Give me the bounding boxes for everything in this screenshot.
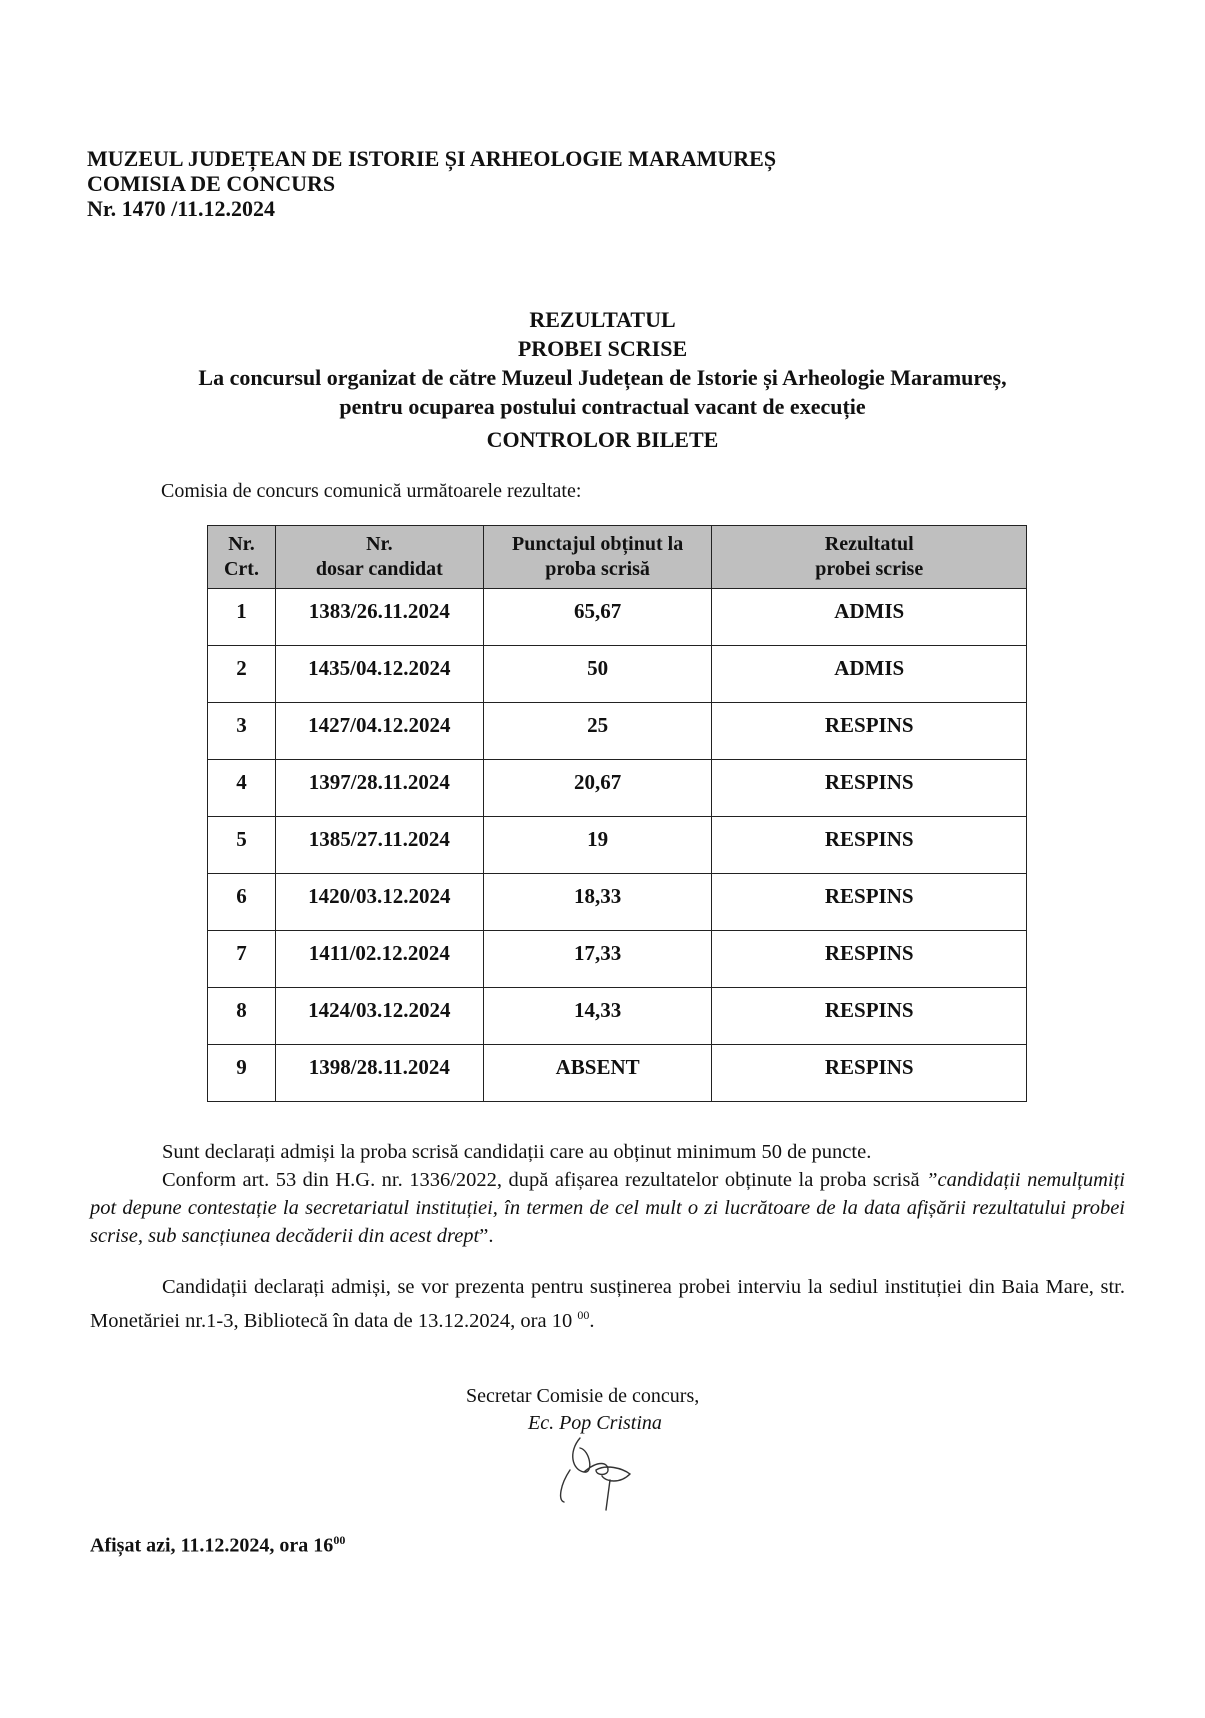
cell-nr: 9 (208, 1045, 276, 1102)
interview-paragraph (90, 1273, 1125, 1335)
cell-nr: 6 (208, 874, 276, 931)
cell-nr: 4 (208, 760, 276, 817)
table-row (208, 589, 1027, 646)
cell-dosar: 1398/28.11.2024 (275, 1045, 483, 1102)
intro-text: Comisia de concurs comunică următoarele rezultate: (161, 480, 582, 502)
posting-time-sup: 00 (333, 1533, 346, 1547)
title-line-4: pentru ocuparea postului contractual vacant de execuție (339, 394, 866, 419)
table-row (208, 1045, 1027, 1102)
cell-dosar: 1435/04.12.2024 (275, 646, 483, 703)
contestation-intro: Conform art. 53 din H.G. nr. 1336/2022, după afișarea rezultatelor obținute la proba scrisă (162, 1169, 927, 1191)
commission-name: COMISIA DE CONCURS (87, 171, 336, 196)
title-line-3: La concursul organizat de către Muzeul Județean de Istorie și Arheologie Maramureș, (198, 365, 1007, 390)
contestation-end: ”. (479, 1225, 494, 1247)
table-row (208, 646, 1027, 703)
job-title: CONTROLOR BILETE (486, 427, 719, 452)
institution-name: MUZEUL JUDEȚEAN DE ISTORIE ȘI ARHEOLOGIE MARAMUREȘ (87, 146, 777, 171)
cell-punctaj: 50 (483, 646, 712, 703)
cell-nr: 2 (208, 646, 276, 703)
cell-rezultat: RESPINS (712, 931, 1027, 988)
table-header-row (208, 526, 1027, 589)
cell-rezultat: ADMIS (712, 589, 1027, 646)
posting-text: Afișat azi, 11.12.2024, ora 16 (90, 1534, 334, 1557)
cell-punctaj: 25 (483, 703, 712, 760)
cell-dosar: 1397/28.11.2024 (275, 760, 483, 817)
header-nr-crt: Nr. Crt. (208, 526, 276, 589)
handwritten-signature (550, 1430, 660, 1520)
signature-role: Secretar Comisie de concurs, (466, 1385, 700, 1407)
cell-punctaj: 20,67 (483, 760, 712, 817)
cell-punctaj: 18,33 (483, 874, 712, 931)
cell-nr: 8 (208, 988, 276, 1045)
cell-rezultat: RESPINS (712, 817, 1027, 874)
table-row (208, 703, 1027, 760)
interview-end: . (589, 1309, 595, 1332)
cell-dosar: 1383/26.11.2024 (275, 589, 483, 646)
cell-rezultat: RESPINS (712, 988, 1027, 1045)
cell-punctaj: 19 (483, 817, 712, 874)
cell-dosar: 1411/02.12.2024 (275, 931, 483, 988)
results-table (207, 525, 1027, 1102)
cell-nr: 7 (208, 931, 276, 988)
cell-dosar: 1385/27.11.2024 (275, 817, 483, 874)
table-row (208, 760, 1027, 817)
cell-dosar: 1420/03.12.2024 (275, 874, 483, 931)
cell-nr: 3 (208, 703, 276, 760)
registration-number: Nr. 1470 /11.12.2024 (87, 196, 276, 221)
admission-criterion: Sunt declarați admiși la proba scrisă candidații care au obținut minimum 50 de puncte. (162, 1141, 872, 1163)
cell-punctaj: 65,67 (483, 589, 712, 646)
document-header (87, 146, 776, 221)
cell-punctaj: 14,33 (483, 988, 712, 1045)
signature-name: Ec. Pop Cristina (528, 1412, 662, 1434)
cell-punctaj: ABSENT (483, 1045, 712, 1102)
contestation-quote: ”candidații nemulțumiți pot depune contestație la secretariatul instituției, în termen de cel mult o zi lucrătoare de la data afișării rezultatului probei scrise, sub sancțiunea decăderii din acest drept (90, 1169, 1126, 1247)
header-rezultat: Rezultatul probei scrise (712, 526, 1027, 589)
table-row (208, 817, 1027, 874)
header-punctaj: Punctajul obținut la proba scrisă (483, 526, 712, 589)
signature-block (466, 1383, 699, 1437)
table-row (208, 988, 1027, 1045)
cell-punctaj: 17,33 (483, 931, 712, 988)
title-line-2: PROBEI SCRISE (517, 336, 688, 361)
cell-rezultat: RESPINS (712, 1045, 1027, 1102)
posting-note (90, 1533, 345, 1558)
cell-dosar: 1427/04.12.2024 (275, 703, 483, 760)
cell-nr: 1 (208, 589, 276, 646)
document-title (0, 305, 1205, 454)
cell-dosar: 1424/03.12.2024 (275, 988, 483, 1045)
cell-nr: 5 (208, 817, 276, 874)
table-row (208, 931, 1027, 988)
interview-text: Candidații declarați admiși, se vor prezenta pentru susținerea probei interviu la sediul instituției din Baia Mare, str. Monetăriei nr.1-3, Bibliotecă în data de 13.12.2024, ora 10 (90, 1276, 1125, 1332)
interview-time-sup: 00 (577, 1308, 590, 1322)
contestation-paragraph (90, 1166, 1125, 1250)
title-line-1: REZULTATUL (529, 307, 676, 332)
cell-rezultat: ADMIS (712, 646, 1027, 703)
header-dosar: Nr. dosar candidat (275, 526, 483, 589)
cell-rezultat: RESPINS (712, 874, 1027, 931)
table-row (208, 874, 1027, 931)
cell-rezultat: RESPINS (712, 703, 1027, 760)
cell-rezultat: RESPINS (712, 760, 1027, 817)
